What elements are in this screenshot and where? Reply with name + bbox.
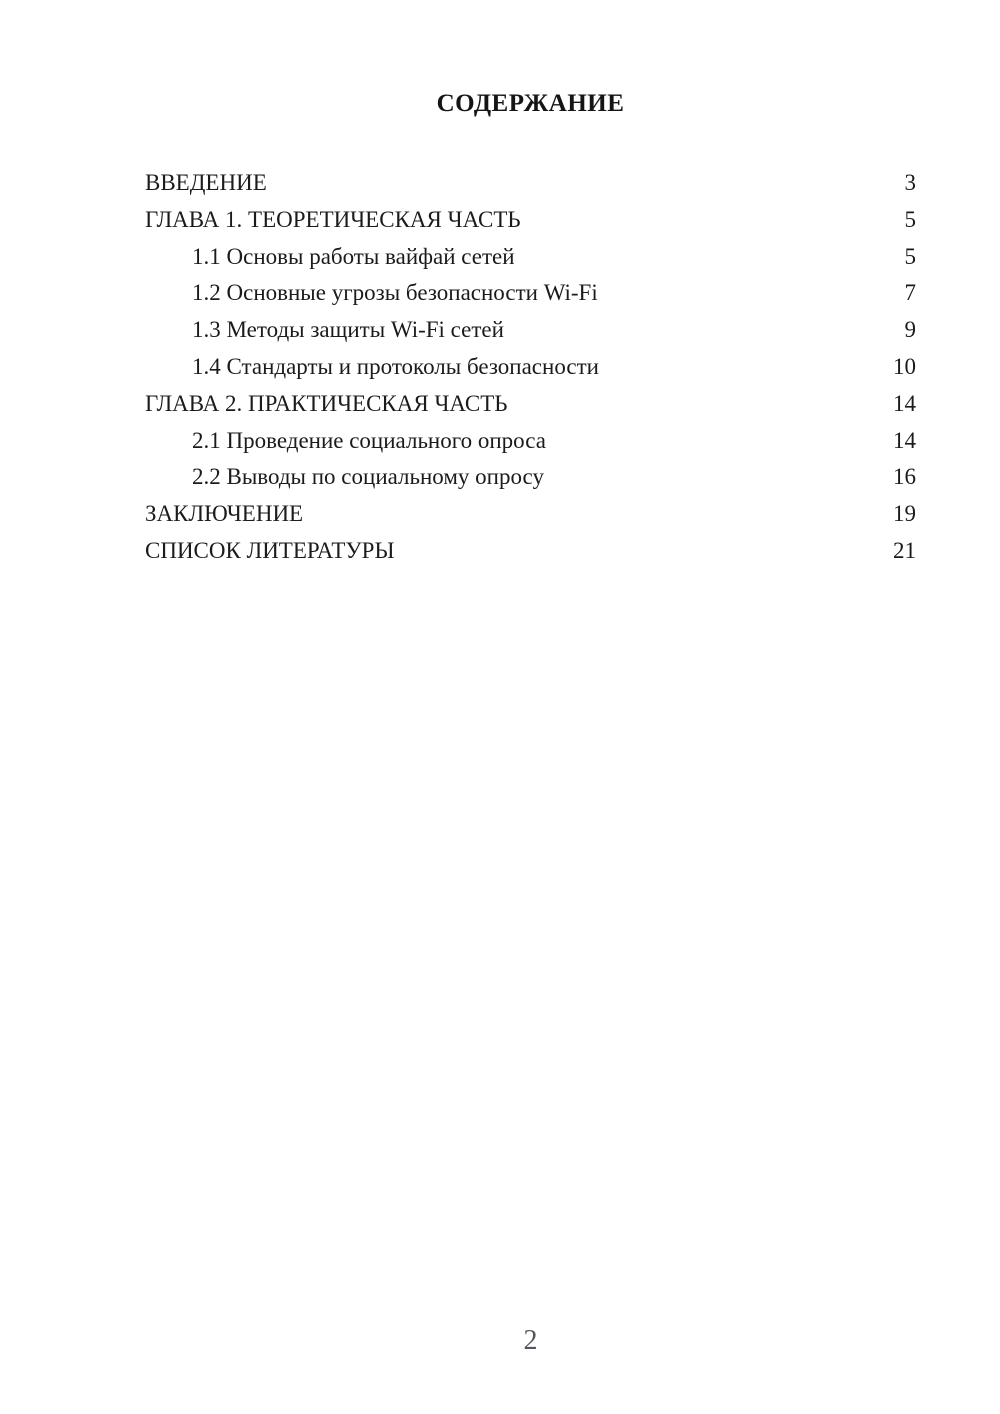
- toc-entry-label: 2.1 Проведение социального опроса: [192, 427, 546, 453]
- toc-row: [145, 202, 916, 239]
- toc-entry-page-number: 14: [893, 427, 916, 453]
- table-of-contents: [145, 165, 916, 570]
- toc-entry-label: 1.1 Основы работы вайфай сетей: [192, 243, 515, 269]
- toc-entry-page-number: 3: [904, 170, 916, 195]
- toc-entry-label: 1.4 Стандарты и протоколы безопасности: [192, 353, 599, 379]
- toc-entry-page-number: 10: [893, 353, 916, 379]
- toc-row: [145, 349, 916, 386]
- toc-entry-label: ГЛАВА 2. ПРАКТИЧЕСКАЯ ЧАСТЬ: [145, 390, 508, 416]
- toc-entry-label: 2.2 Выводы по социальному опросу: [192, 464, 544, 490]
- toc-entry-label: ГЛАВА 1. ТЕОРЕТИЧЕСКАЯ ЧАСТЬ: [145, 206, 521, 232]
- toc-entry-page-number: 19: [893, 501, 916, 527]
- toc-entry-label: 1.2 Основные угрозы безопасности Wi-Fi: [192, 280, 598, 306]
- toc-row: [145, 423, 916, 460]
- toc-entry-label: ВВЕДЕНИЕ: [145, 170, 267, 195]
- page-footer: [145, 1326, 916, 1356]
- toc-row: [145, 496, 916, 533]
- toc-row: [145, 533, 916, 570]
- toc-row: [145, 275, 916, 312]
- toc-entry-page-number: 21: [893, 537, 916, 563]
- toc-entry-label: ЗАКЛЮЧЕНИЕ: [145, 501, 304, 527]
- toc-entry-page-number: 9: [904, 317, 916, 343]
- toc-row: [145, 239, 916, 276]
- toc-entry-page-number: 14: [893, 390, 916, 416]
- toc-entry-label: 1.3 Методы защиты Wi-Fi сетей: [192, 317, 504, 343]
- toc-entry-label: СПИСОК ЛИТЕРАТУРЫ: [145, 537, 395, 563]
- toc-row: [145, 312, 916, 349]
- toc-row: [145, 386, 916, 423]
- toc-row: [145, 459, 916, 496]
- footer-page-number: 2: [523, 1325, 538, 1356]
- toc-title: СОДЕРЖАНИЕ: [436, 90, 625, 117]
- toc-entry-page-number: 16: [893, 464, 916, 490]
- toc-entry-page-number: 7: [904, 280, 916, 306]
- toc-row: [145, 165, 916, 202]
- toc-entry-page-number: 5: [904, 243, 916, 269]
- toc-entry-page-number: 5: [904, 206, 916, 232]
